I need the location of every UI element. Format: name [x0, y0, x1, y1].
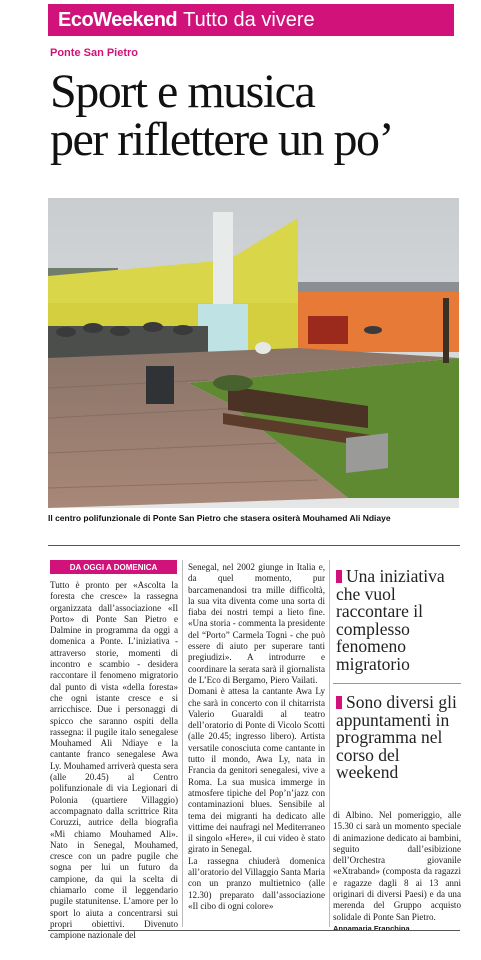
article-kicker: Ponte San Pietro: [50, 47, 139, 59]
article-headline: [50, 65, 470, 166]
photo-caption: Il centro polifunzionale di Ponte San Pietro che stasera ositerà Mouhamed Ali Ndiaye: [48, 513, 391, 523]
pull-quote-marker: [336, 696, 342, 709]
pull-quote-text: Una iniziativa che vuol raccontare il complesso fenomeno migratorio: [336, 566, 445, 674]
banner-brand: EcoWeekend: [58, 8, 178, 31]
photo-illustration: [48, 198, 459, 508]
column-divider-2: [329, 560, 330, 927]
divider-bottom: [48, 930, 460, 931]
article-photo: [48, 198, 459, 508]
body-paragraph: di Albino. Nel pomeriggio, alle 15.30 ci sarà un momento speciale di animazione dedicato ai bambini, seguito dall’esibizione dell’Orchestra giovanile «eXtraband» (composta da ragazzi e ragazze dagli 8 ai 13 anni originari di diversi Paesi) e da una merenda del Gruppo acquisto solidale di Ponte San Pietro.: [333, 810, 461, 922]
pull-quote-marker: [336, 570, 342, 583]
article-byline: Annamaria Franchina: [333, 923, 410, 933]
headline-line-2: per riflettere un po’: [50, 113, 393, 166]
pull-quote-separator: [333, 683, 461, 684]
divider-top: [48, 545, 460, 546]
pull-quote-1: [336, 568, 466, 673]
section-banner: [48, 4, 454, 36]
pull-quote-2: [336, 694, 466, 782]
body-paragraph: Tutto è pronto per «Ascolta la foresta che cresce» la rassegna organizzata dall’associazione «Il Porto» di Ponte San Pietro e Dalmine in programma da oggi a domenica a Ponte. L’iniziativa - attraverso storie, momenti di incontro e scambio - desidera raccontare il fenomeno migratorio dal punto di vista «della foresta» che ogni istante cresce e si arricchisce. Due i personaggi di spicco che saranno ospiti della rassegna: il pugile italo senegalese Mouhamed Ali Ndiaye e la cantante franco senegalese Awa Ly. Mouhamed arriverà questa sera (alle 20.45) al Centro polifunzionale di via Legionari di Polonia (quartiere Villaggio) accompagnato dalla scrittrice Rita Coruzzi, autrice della biografia «Mi chiamo Mouhamed Ali». Nato in Senegal, Mouhamed, cresce con un padre pugile che sogna per lui un futuro da campione, da qui la scelta di chiamarlo come il leggendario pugile statunitense. L’amore per lo sport lo aiuta a concentrarsi sui propri obiettivi. Divenuto campione nazionale del: [50, 580, 178, 941]
headline-line-1: Sport e musica: [50, 65, 315, 118]
pull-quote-text: Sono diversi gli appuntamenti in programma nel corso del weekend: [336, 692, 457, 782]
section-label-badge: DA OGGI A DOMENICA: [50, 560, 177, 574]
banner-tagline: Tutto da vivere: [183, 8, 315, 31]
body-column-2: [188, 562, 325, 912]
body-paragraph: Domani è attesa la cantante Awa Ly che sarà in concerto con il chitarrista Valerio Guaraldi al teatro dell’oratorio di Ponte di Vicolo Scotti (alle 20.45; ingresso libero). Artista versatile conosciuta come cantante in tutto il mondo, Awa Ly, nata in Francia da genitori senegalesi, vive a Roma. La sua musica immerge in atmosfere tipiche del Pop’n’jazz con contaminazioni blues. Sensibile al tema dei migranti ha dedicato alle vittime dei naufragi nel Mediterraneo il singolo «Here», il cui video è stato girato in Senegal.: [188, 686, 325, 855]
body-paragraph: La rassegna chiuderà domenica all’oratorio del Villaggio Santa Maria con un pranzo multietnico (alle 12.30) preparato dall’associazione «Il cibo di ogni colore»: [188, 855, 325, 911]
body-column-3: [333, 810, 461, 934]
body-column-1: [50, 580, 178, 942]
body-paragraph: Senegal, nel 2002 giunge in Italia e, da quel momento, pur barcamenandosi tra mille difficoltà, la sua vita diventa come una sorta di fiaba dei nostri tempi a lieto fine. «Una storia - commenta la presidente del “Porto” Carmela Togni - che può essere di aiuto per superare tanti pregiudizi». A introdurre e coordinare la serata sarà il giornalista de L’Eco di Bergamo, Piero Vailati.: [188, 562, 325, 685]
column-divider-1: [182, 560, 183, 927]
